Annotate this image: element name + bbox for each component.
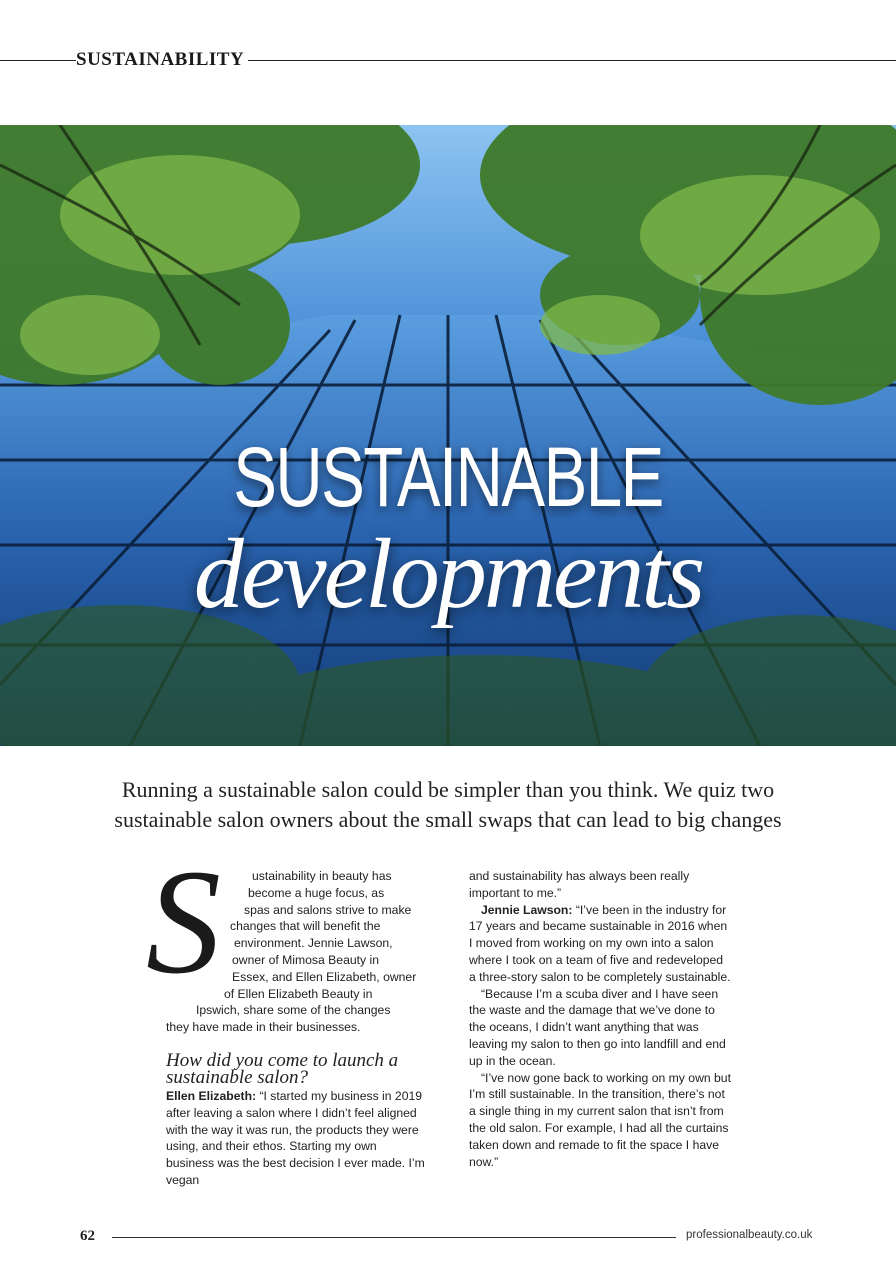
standfirst-line: sustainable salon owners about the small swaps that can lead to big changes (114, 807, 782, 832)
website-link[interactable]: professionalbeauty.co.uk (686, 1229, 813, 1241)
answer-text: “I’ve been in the industry for 17 years and became sustainable in 2016 when I moved from working on my own into a salon where I took on a team of five and redeveloped a three-story salon to be completely sustainable. (469, 902, 731, 984)
footer-rule (112, 1237, 676, 1238)
standfirst-line: Running a sustainable salon could be simpler than you think. We quiz two (121, 777, 775, 802)
body-paragraph: “Because I’m a scuba diver and I have seen the waste and the damage that we’ve done to the oceans, I didn’t want anything that was leaving my salon to then go into landfill and end up in the ocean. (469, 986, 726, 1068)
headline-script: developments (193, 518, 703, 629)
intro-line: environment. Jennie Lawson, (234, 936, 393, 951)
headline-primary: SUSTAINABLE (233, 430, 663, 524)
section-label: SUSTAINABILITY (76, 49, 248, 71)
intro-line: owner of Mimosa Beauty in (232, 952, 379, 967)
speaker-name: Ellen Elizabeth: (166, 1088, 257, 1103)
intro-line: they have made in their businesses. (166, 1020, 361, 1035)
article-column-1 (166, 868, 428, 1189)
intro-line: become a huge focus, as (248, 885, 385, 900)
intro-line: of Ellen Elizabeth Beauty in (224, 986, 373, 1001)
question-subhead: How did you come to launch a sustainable salon? (166, 1049, 399, 1088)
intro-line: spas and salons strive to make (244, 902, 412, 917)
speaker-name: Jennie Lawson: (481, 902, 573, 917)
intro-line: Essex, and Ellen Elizabeth, owner (232, 969, 417, 984)
article-column-2 (469, 868, 731, 1170)
body-paragraph: “I’ve now gone back to working on my own but I’m still sustainable. In the transition, there’s not a single thing in my current salon that isn’t from the old salon. For example, I had all the curtains taken down and remade to fit the space I have now.” (469, 1070, 731, 1169)
continuation-paragraph: and sustainability has always been really important to me.” (469, 869, 690, 900)
intro-line: changes that will benefit the (230, 919, 381, 934)
answer-text: “I started my business in 2019 after leaving a salon where I didn’t feel aligned with the way it was run, the products they were using, and their ethos. Starting my own business was the best decision I ever made. I’m vegan (166, 1088, 425, 1187)
hero-image (0, 125, 896, 746)
standfirst (40, 775, 856, 835)
jennie-answer-paragraph (469, 902, 731, 986)
intro-line: Ipswich, share some of the changes (196, 1003, 391, 1018)
intro-line: ustainability in beauty has (252, 869, 392, 883)
drop-cap: S (146, 839, 221, 1005)
page-number: 62 (80, 1228, 95, 1244)
ellen-answer-paragraph (166, 1088, 428, 1189)
